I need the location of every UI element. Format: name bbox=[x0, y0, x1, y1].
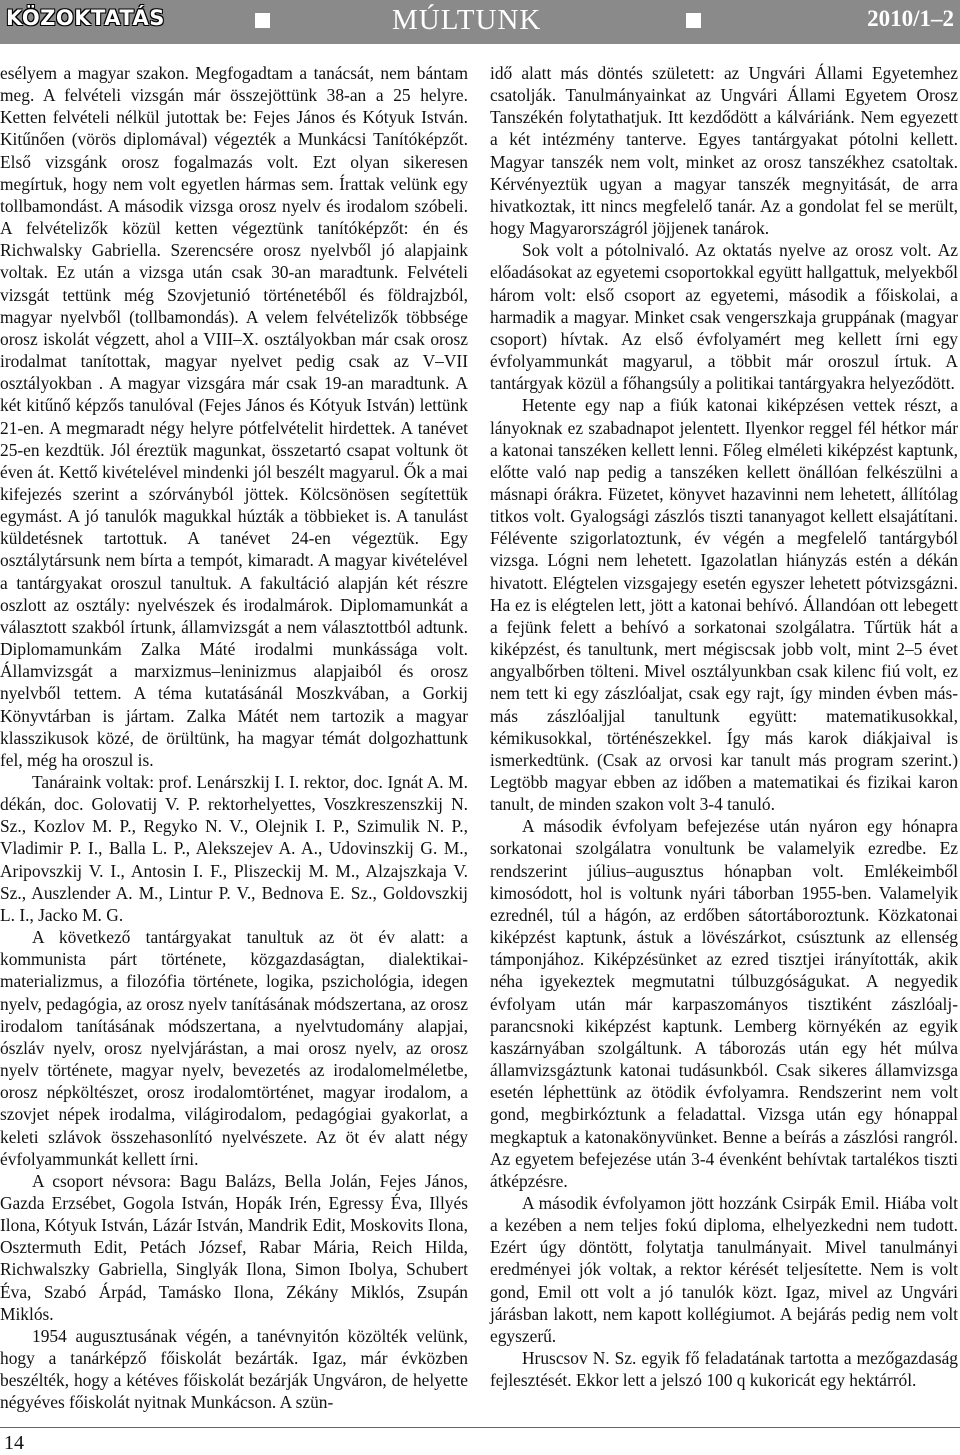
right-column bbox=[490, 62, 958, 1391]
header-square-icon bbox=[686, 13, 701, 28]
paragraph: Hruscsov N. Sz. egyik fő feladatának tartotta a mezőgazdaság fejlesztését. Ekkor lett a jelszó 100 q kukoricát egy hektárról. bbox=[490, 1348, 958, 1391]
paragraph: Hetente egy nap a fiúk katonai kiképzésen vettek részt, a lányoknak ez szabadnapot jelentett. Ilyenkor reggel fél hétkor már a katonai tanszéken kellett lenni. Főleg elméleti kiképzést kaptunk, előtte való nap pedig a tanszéken kellett önállóan felkészülni a másnapi órákra. Füzetet, könyvet hazavinni nem lehetett, állítólag titkos volt. Gyalogsági zászlós tiszti tananyagot kellett elsajátítani. Félévente szigorlatoztunk, év végén a megfelelő tantárgyból vizsga. Lógni nem lehetett. Igazolatlan hiányzás estén a dékán hivatott. Elégtelen vizsgajegy esetén egyszer lehetett pótvizsgázni. Ha ez is elégtelen lett, jött a katonai behívó. Állandóan ott lebegett a fejünk felett a behívó a sorkatonai szolgálatra. Tűrtük hát a kiképzést, és tanultunk, mert mégiscsak jobb volt, mint 2–5 évet angyalbőrben tölteni. Mivel osztályunkban csak kilenc fiú volt, ez nem tett ki egy zászlóaljat, csak egy rajt, így minden évben más-más zászlóaljjal tanultunk együtt: matematikusokkal, kémikusokkal, történészekkel. Így más karok diákjaival is ismerkedtünk. (Csak az orvosi kar tanult más program szerint.) Legtöbb magyar ebben az időben a matematikai és fizikai karon tanult, de minden szakon volt 3-4 tanuló. bbox=[490, 395, 958, 815]
paragraph: A következő tantárgyakat tanultuk az öt év alatt: a kommunista párt története, közgazdaságtan, dialektikai-materializmus, a filozófia története, logika, pszichológia, idegen nyelv, pedagógia, az orosz nyelv tanításának módszertana, az orosz irodalom tanításának módszertana, a nyelvtudomány alapjai, ószláv nyelv, orosz nyelvjárástan, a mai orosz nyelv, az orosz nyelv története, magyar nyelv, bevezetés az irodalomelméletbe, orosz népköltészet, orosz irodalomtörténet, magyar irodalom, a szovjet népek irodalma, világirodalom, pedagógiai gyakorlat, a keleti szlávok összehasonlító nyelvészete. Az öt év alatt négy évfolyammunkát kellett írni. bbox=[0, 927, 468, 1169]
footer-rule bbox=[0, 1427, 960, 1428]
paragraph: A csoport névsora: Bagu Balázs, Bella Jolán, Fejes János, Gazda Erzsébet, Gogola István, Hopák Irén, Egressy Éva, Illyés Ilona, Kótyuk István, Lázár István, Mandrik Edit, Moskovits Ilona, Osztermuth Edit, Petách József, Rabar Mária, Reich Hilda, Richwalszky Gabriella, Singlyák Ilona, Simon Ibolya, Schubert Éva, Szabó Árpád, Tamásko Ilona, Zékány Miklós, Zsupán Miklós. bbox=[0, 1170, 468, 1324]
paragraph: 1954 augusztusának végén, a tanévnyitón közölték velünk, hogy a tanárképző főiskolát bezárták. Igaz, már évközben beszélték, hogy a kétéves főiskolát bezárják Ungváron, de helyette négyéves főiskolát nyitnak Munkácson. A szün- bbox=[0, 1325, 468, 1413]
paragraph: A második évfolyam befejezése után nyáron egy hónapra sorkatonai szolgálatra vonultunk be valamelyik ezredbe. Ez rendszerint július–augusztus hónapban volt. Emlékeimből kimosódott, hol is voltunk nyári táborban 1955-ben. Valamelyik ezrednél, túl a hágón, az erdőben sátortáboroztunk. Közkatonai kiképzést kaptunk, ástuk a lövészárkot, csúsztunk az ellenség támponjához. Kiképzésünket az ezred tisztjei irányították, akik néha igyekeztek megmutatni túlbuzgóságukat. A negyedik évfolyam után már karpaszományos tisztiként zászlóalj-parancsnoki kiképzést kaptunk. Lemberg környékén az egyik kaszárnyában szolgáltunk. A táborozás után egy hét múlva államvizsgáztunk katonai tudásunkból. Csak sikeres államvizsga esetén léphettünk az ötödik évfolyamra. Rendszerint nem volt gond, megbirkóztunk a feladattal. Vizsga után egy hónappal megkaptuk a katonakönyvünket. Benne a beírás a zászlósi rangról. Az egyetem befejezése után 3-4 évenként behívtak tartalékos tiszti átképzésre. bbox=[490, 816, 958, 1191]
header-square-icon bbox=[255, 13, 270, 28]
paragraph: Tanáraink voltak: prof. Lenárszkij I. I. rektor, doc. Ignát A. M. dékán, doc. Golovatij V. P. rektorhelyettes, Voszkreszenszkij N. Sz., Kozlov M. P., Regyko N. V., Olejnik I. P., Szimulik N. P., Vladimir P. I., Balla L. P., Alekszejev A. A., Udovinszkij G. M., Aripovszkij V. I., Antosin I. F., Pliszeckij M. M., Alzajszkaja V. Sz., Auszlender A. M., Lintur P. V., Bednova E. Sz., Goldovszkij L. I., Jacko M. G. bbox=[0, 772, 468, 925]
paragraph: idő alatt más döntés született: az Ungvári Állami Egyetemhez csatolják. Tanulmányainkat az Ungvári Állami Egyetem Orosz Tanszékén folytathatjuk. Itt kezdődött a kálváriánk. Nem egyezett a két intézmény tanterve. Egyes tantárgyakat pótolni kellett. Magyar tanszék nem volt, minket az orosz tanszékhez csatoltak. Kérvényeztük ugyan a magyar tanszék megnyitását, de arra hivatkoztak, itt nincs megfelelő tanár. Az a gondolat fel se merült, hogy Magyarországról jöjjenek tanárok. bbox=[490, 63, 958, 239]
paragraph: Sok volt a pótolnivaló. Az oktatás nyelve az orosz volt. Az előadásokat az egyetemi csoportokkal együtt hallgattuk, melyekből három volt: első csoport az egyetemi, második a főiskolai, a harmadik a magyar. Minket csak vengerszkaja gruppának (magyar csoport) hívtak. Az első évfolyamért meg kellett írni egy évfolyammunkát magyarul, a többit már oroszul írtuk. A tantárgyak közül a főhangsúly a politikai tantárgyakra helyeződött. bbox=[490, 240, 958, 394]
page-header bbox=[0, 0, 960, 44]
section-title: MÚLTUNK bbox=[392, 4, 542, 36]
issue-number: 2010/1–2 bbox=[867, 6, 954, 31]
journal-title: KÖZOKTATÁS bbox=[6, 6, 165, 30]
paragraph: esélyem a magyar szakon. Megfogadtam a tanácsát, nem bántam meg. A felvételi vizsgán már összejöttünk 38-an a 25 helyre. Ketten felvételi nélkül jutottak be: Fejes János és Kótyuk István. Kitűnően (vörös diplomával) végezték a Munkácsi Tanítóképzőt. Első vizsgánk orosz fogalmazás volt. Ezt olyan sikeresen megírtuk, hogy nem volt egyetlen hármas sem. Írattak velünk egy tollbamondást. A második vizsga orosz nyelv és irodalom szóbeli. A felvételizők közül ketten végeztünk tanítóképzőt: én és Richwalsky Gabriella. Szerencsére orosz nyelvből jó alapjaink voltak. Ez után a vizsga után csak 30-an maradtunk. Felvételi vizsgát tettünk még Szovjetunió történetéből és földrajzból, magyar nyelvből (tollbamondás). A velem felvételizők többsége orosz iskolát végzett, ahol a VIII–X. osztályokban már csak orosz irodalmat tanítottak, magyar nyelvet pedig csak az V–VII osztályokban . A magyar vizsgára már csak 19-an maradtunk. A két kitűnő képzős tanulóval (Fejes János és Kótyuk István) lettünk 21-en. A megmaradt négy helyre pótfelvételit hirdettek. A tanévet 25-en kezdtük. Jól éreztük magunkat, összetartó csapat voltunk öt éven át. Kettő kivételével mindenki jól beszélt magyarul. Ők a mai kifejezés szerint a szórványból jöttek. Kölcsönösen segítettük egymást. A jó tanulók magukkal húzták a többieket is. A tanulást küldetésnek tartottuk. A tanévet 24-en végeztük. Egy osztálytársunk nem bírta a tempót, kimaradt. A magyar kivételével a tantárgyakat oroszul tanultuk. A fakultáció alapján két részre oszlott az osztály: nyelvészek és irodalmárok. Diplomamunkát a választott szakból írtunk, államvizsgát a nem választottból adtunk. Diplomamunkám Zalka Máté irodalmi munkássága volt. Államvizsgát a marxizmus–leninizmus alapjaiból és orosz nyelvből tettem. A téma kutatásánál Moszkvában, a Gorkij Könyvtárban is jártam. Zalka Mátét nem tartozik a magyar klasszikusok közé, de örültünk, ha magyar témát dolgozhattunk fel, még ha oroszul is. bbox=[0, 63, 468, 770]
paragraph: A második évfolyamon jött hozzánk Csirpák Emil. Hiába volt a kezében a nem teljes fokú diploma, elhelyezkedni nem tudott. Ezért úgy döntött, folytatja tanulmányait. Mivel tanulmányi eredményei jók voltak, a rektor kérését teljesítette. Nem is volt gond, Emil ott volt a jó tanulók közt. Igaz, mivel az Ungvári járásban lakott, nem kapott kollégiumot. A bejárás pedig nem volt egyszerű. bbox=[490, 1192, 958, 1346]
page-number: 14 bbox=[4, 1432, 24, 1454]
left-column bbox=[0, 62, 468, 1414]
